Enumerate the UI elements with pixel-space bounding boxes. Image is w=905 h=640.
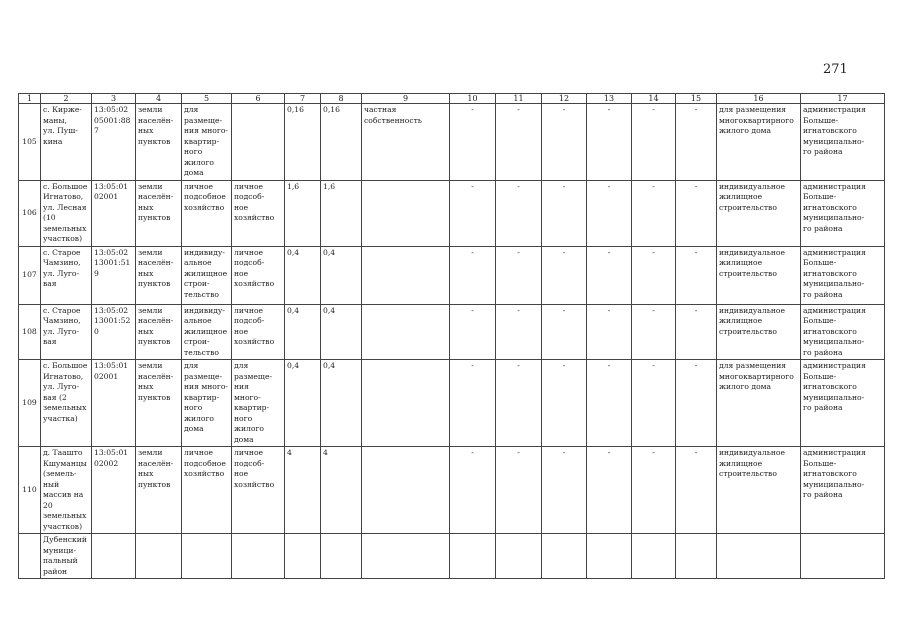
column-10-cell <box>450 534 496 579</box>
purpose-cell: индивидуальное жилищное строительство <box>717 304 801 360</box>
purpose-cell: индивидуальное жилищное строительство <box>717 180 801 246</box>
purpose-cell: для размещения многоквартирного жилого дома <box>717 104 801 181</box>
column-15-cell: - <box>676 180 717 246</box>
table-row <box>19 180 885 246</box>
column-14-cell: - <box>632 180 676 246</box>
location-cell: с. Большое Игнатово, ул. Луго- вая (2 земельных участка) <box>41 360 92 447</box>
location-cell: с. Большое Игнатово, ул. Лесная (10 земельных участков) <box>41 180 92 246</box>
actual-use-cell: личное подсоб- ное хозяйство <box>232 304 285 360</box>
column-header: 13 <box>587 94 632 104</box>
actual-use-cell: для размеще- ния много- квартир- ного жилого дома <box>232 360 285 447</box>
area-cell: 1,6 <box>321 180 362 246</box>
category-cell: земли населён- ных пунктов <box>136 246 182 304</box>
column-11-cell: - <box>496 360 542 447</box>
ownership-cell <box>362 447 450 534</box>
column-13-cell: - <box>587 304 632 360</box>
column-12-cell: - <box>542 246 587 304</box>
area-cell <box>285 534 321 579</box>
column-13-cell: - <box>587 180 632 246</box>
column-header: 1 <box>19 94 41 104</box>
ownership-cell <box>362 360 450 447</box>
column-header: 11 <box>496 94 542 104</box>
actual-use-cell <box>232 534 285 579</box>
column-14-cell <box>632 534 676 579</box>
column-15-cell: - <box>676 246 717 304</box>
purpose-cell: индивидуальное жилищное строительство <box>717 447 801 534</box>
area-cell: 0,16 <box>285 104 321 181</box>
table-row <box>19 360 885 447</box>
column-15-cell: - <box>676 447 717 534</box>
area-cell: 1,6 <box>285 180 321 246</box>
location-cell: с. Старое Чамзино, ул. Луго- вая <box>41 304 92 360</box>
table-row <box>19 104 885 181</box>
column-header: 16 <box>717 94 801 104</box>
administration-cell: администрация Больше- игнатовского муниципально- го района <box>801 180 885 246</box>
purpose-cell <box>717 534 801 579</box>
land-registry-table <box>18 93 885 579</box>
column-header: 14 <box>632 94 676 104</box>
column-13-cell: - <box>587 447 632 534</box>
column-10-cell: - <box>450 246 496 304</box>
column-14-cell: - <box>632 447 676 534</box>
column-14-cell: - <box>632 304 676 360</box>
permitted-use-cell: личное подсобное хозяйство <box>182 180 232 246</box>
administration-cell: администрация Болыше- игнатовского муниципально- го района <box>801 104 885 181</box>
ownership-cell <box>362 180 450 246</box>
purpose-cell: для размещения многоквартирного жилого дома <box>717 360 801 447</box>
column-header: 10 <box>450 94 496 104</box>
area-cell: 0,16 <box>321 104 362 181</box>
table-row <box>19 304 885 360</box>
category-cell: земли населён- ных пунктов <box>136 104 182 181</box>
column-15-cell <box>676 534 717 579</box>
column-10-cell: - <box>450 104 496 181</box>
column-12-cell <box>542 534 587 579</box>
area-cell: 0,4 <box>321 360 362 447</box>
permitted-use-cell: для размеще- ния много- квартир- ного жилого дома <box>182 104 232 181</box>
permitted-use-cell: индивиду- альное жилищное строи- тельство <box>182 304 232 360</box>
column-13-cell: - <box>587 360 632 447</box>
column-header: 12 <box>542 94 587 104</box>
area-cell: 4 <box>285 447 321 534</box>
column-10-cell: - <box>450 360 496 447</box>
area-cell: 0,4 <box>285 304 321 360</box>
location-cell: д. Таашто Кшуманцы (земель- ный массив на 20 земельных участков) <box>41 447 92 534</box>
category-cell: земли населён- ных пунктов <box>136 447 182 534</box>
ownership-cell <box>362 304 450 360</box>
cadastral-cell: 13:05:02 13001:52 0 <box>92 304 136 360</box>
administration-cell: администрация Больше- игнатовского муниципально- го района <box>801 304 885 360</box>
column-11-cell: - <box>496 447 542 534</box>
area-cell: 0,4 <box>321 246 362 304</box>
category-cell <box>136 534 182 579</box>
column-11-cell: - <box>496 304 542 360</box>
ownership-cell: частная собственность <box>362 104 450 181</box>
column-header: 2 <box>41 94 92 104</box>
column-13-cell: - <box>587 246 632 304</box>
area-cell <box>321 534 362 579</box>
column-10-cell: - <box>450 447 496 534</box>
column-header: 3 <box>92 94 136 104</box>
column-15-cell: - <box>676 304 717 360</box>
table-row <box>19 246 885 304</box>
header-row <box>19 94 885 104</box>
purpose-cell: индивидуальное жилищное строительство <box>717 246 801 304</box>
column-14-cell: - <box>632 104 676 181</box>
row-number: 109 <box>19 360 41 447</box>
column-12-cell: - <box>542 360 587 447</box>
column-header: 17 <box>801 94 885 104</box>
cadastral-cell: 13:05:02 13001:51 9 <box>92 246 136 304</box>
column-15-cell: - <box>676 360 717 447</box>
column-12-cell: - <box>542 447 587 534</box>
cadastral-cell <box>92 534 136 579</box>
table-row <box>19 534 885 579</box>
column-header: 15 <box>676 94 717 104</box>
column-header: 4 <box>136 94 182 104</box>
column-12-cell: - <box>542 104 587 181</box>
column-11-cell: - <box>496 104 542 181</box>
cadastral-cell: 13:05:01 02001 <box>92 180 136 246</box>
administration-cell: администрация Больше- игнатовского муниципально- го района <box>801 360 885 447</box>
column-header: 9 <box>362 94 450 104</box>
permitted-use-cell <box>182 534 232 579</box>
row-number: 110 <box>19 447 41 534</box>
row-number: 107 <box>19 246 41 304</box>
location-cell: с. Старое Чамзино, ул. Луго- вая <box>41 246 92 304</box>
location-cell: с. Кирже- маны, ул. Пуш- кина <box>41 104 92 181</box>
column-header: 7 <box>285 94 321 104</box>
column-14-cell: - <box>632 360 676 447</box>
column-header: 6 <box>232 94 285 104</box>
permitted-use-cell: для размеще- ния много- квартир- ного жилого дома <box>182 360 232 447</box>
row-number: 106 <box>19 180 41 246</box>
area-cell: 4 <box>321 447 362 534</box>
category-cell: земли населён- ных пунктов <box>136 180 182 246</box>
actual-use-cell: личное подсоб- ное хозяйство <box>232 246 285 304</box>
permitted-use-cell: индивиду- альное жилищное строи- тельство <box>182 246 232 304</box>
column-13-cell: - <box>587 104 632 181</box>
administration-cell <box>801 534 885 579</box>
actual-use-cell: личное подсоб- ное хозяйство <box>232 180 285 246</box>
column-10-cell: - <box>450 180 496 246</box>
area-cell: 0,4 <box>285 246 321 304</box>
area-cell: 0,4 <box>321 304 362 360</box>
ownership-cell <box>362 246 450 304</box>
ownership-cell <box>362 534 450 579</box>
table-row <box>19 447 885 534</box>
cadastral-cell: 13:05:01 02001 <box>92 360 136 447</box>
column-15-cell: - <box>676 104 717 181</box>
row-number: 108 <box>19 304 41 360</box>
permitted-use-cell: личное подсобное хозяйство <box>182 447 232 534</box>
column-12-cell: - <box>542 180 587 246</box>
cadastral-cell: 13:05:02 05001:88 7 <box>92 104 136 181</box>
column-11-cell <box>496 534 542 579</box>
column-12-cell: - <box>542 304 587 360</box>
actual-use-cell: личное подсоб- ное хозяйство <box>232 447 285 534</box>
table-body <box>19 94 885 579</box>
location-cell: Дубенский муници- пальный район <box>41 534 92 579</box>
cadastral-cell: 13:05:01 02002 <box>92 447 136 534</box>
column-11-cell: - <box>496 246 542 304</box>
column-14-cell: - <box>632 246 676 304</box>
row-number <box>19 534 41 579</box>
page-number: 271 <box>823 62 848 77</box>
column-header: 5 <box>182 94 232 104</box>
category-cell: земли населён- ных пунктов <box>136 360 182 447</box>
column-10-cell: - <box>450 304 496 360</box>
area-cell: 0,4 <box>285 360 321 447</box>
row-number: 105 <box>19 104 41 181</box>
column-header: 8 <box>321 94 362 104</box>
administration-cell: администрация Больше- игнатовского муниципально- го района <box>801 447 885 534</box>
actual-use-cell <box>232 104 285 181</box>
column-11-cell: - <box>496 180 542 246</box>
category-cell: земли населён- ных пунктов <box>136 304 182 360</box>
column-13-cell <box>587 534 632 579</box>
administration-cell: администрация Больше- игнатовского муниципально- го района <box>801 246 885 304</box>
